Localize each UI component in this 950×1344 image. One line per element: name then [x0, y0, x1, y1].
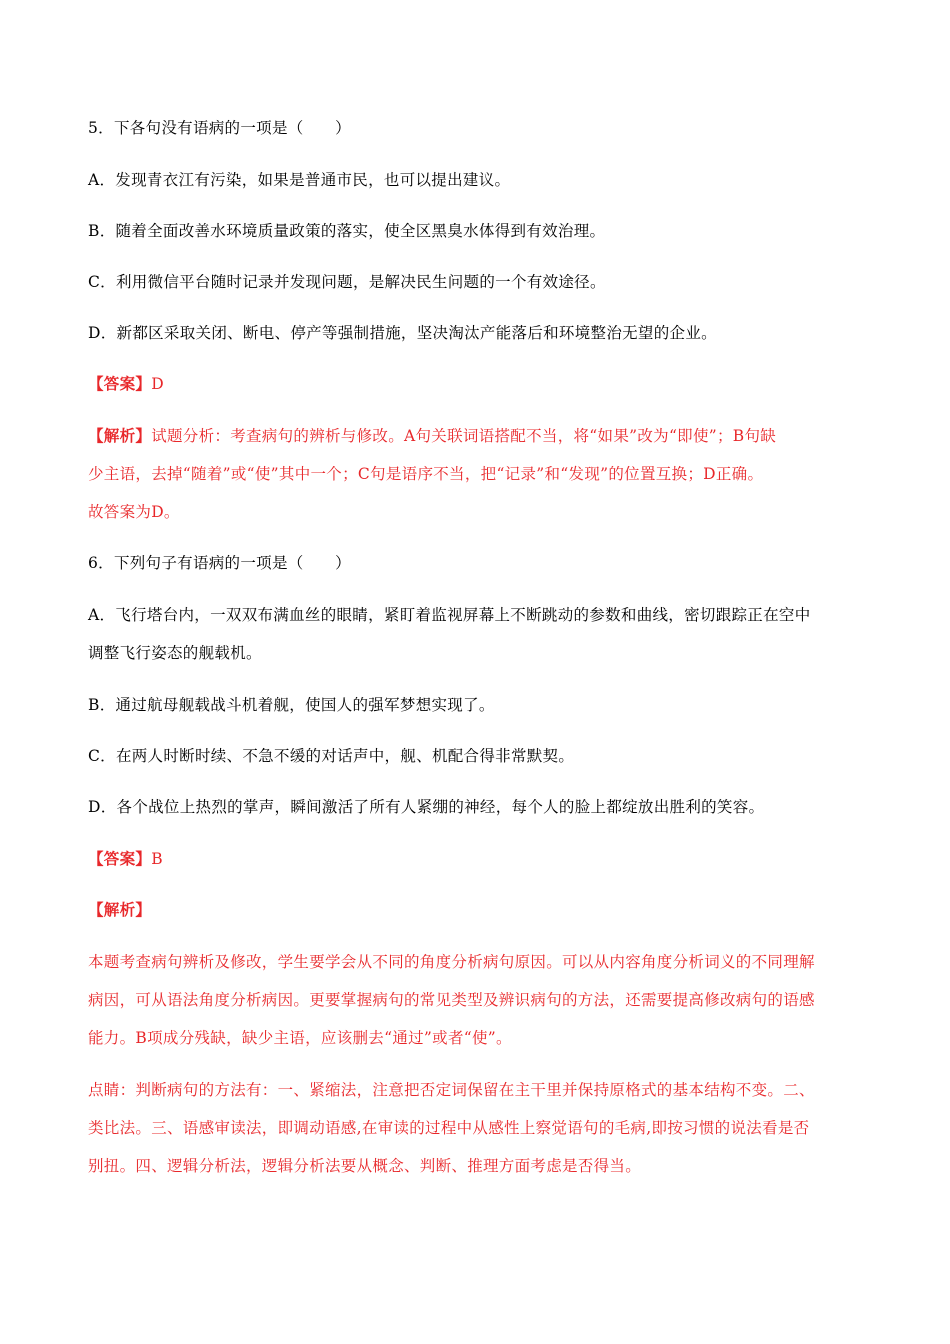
answer-label: 【答案】	[88, 849, 152, 868]
question-5-stem: 5．下各句没有语病的一项是（ ）	[88, 119, 351, 137]
question-6-analysis-p1-line-2: 病因，可从语法角度分析病因。更要掌握病句的常见类型及辨识病句的方法，还需要提高修改病句的语感	[88, 991, 815, 1009]
analysis-label: 【解析】	[88, 426, 152, 445]
question-5-option-b: B．随着全面改善水环境质量政策的落实，使全区黑臭水体得到有效治理。	[88, 222, 606, 240]
question-5-answer	[88, 374, 164, 394]
question-6-analysis-p2-line-2: 类比法。三、语感审读法，即调动语感,在审读的过程中从感性上察觉语句的毛病,即按习惯的说法看是否	[88, 1119, 810, 1137]
question-6-option-c: C．在两人时断时续、不急不缓的对话声中，舰、机配合得非常默契。	[88, 747, 575, 765]
question-6-option-a-line-2: 调整飞行姿态的舰载机。	[88, 644, 262, 662]
question-5-option-a: A．发现青衣江有污染，如果是普通市民，也可以提出建议。	[88, 171, 511, 189]
question-6-option-b: B．通过航母舰载战斗机着舰，使国人的强军梦想实现了。	[88, 696, 495, 714]
question-6-analysis-p1-line-1: 本题考查病句辨析及修改，学生要学会从不同的角度分析病句原因。可以从内容角度分析词义的不同理解	[88, 953, 815, 971]
analysis-text: 试题分析：考查病句的辨析与修改。A句关联词语搭配不当，将“如果”改为“即使”；B句缺	[151, 427, 777, 445]
question-6-option-a-line-1: A．飞行塔台内，一双双布满血丝的眼睛，紧盯着监视屏幕上不断跳动的参数和曲线，密切跟踪正在空中	[88, 606, 811, 624]
question-5-analysis-line-2: 少主语，去掉“随着”或“使”其中一个；C句是语序不当，把“记录”和“发现”的位置互换；D正确。	[88, 465, 764, 483]
question-6-stem: 6．下列句子有语病的一项是（ ）	[88, 554, 351, 572]
question-5-option-c: C．利用微信平台随时记录并发现问题，是解决民生问题的一个有效途径。	[88, 273, 606, 291]
answer-value: B	[151, 850, 163, 868]
question-6-option-d: D．各个战位上热烈的掌声，瞬间激活了所有人紧绷的神经，每个人的脸上都绽放出胜利的笑容。	[88, 798, 765, 816]
question-5-analysis-line-3: 故答案为D。	[88, 503, 180, 521]
question-5-analysis-line-1	[88, 426, 776, 446]
answer-value: D	[151, 375, 164, 393]
question-6-analysis-p1-line-3: 能力。B项成分残缺，缺少主语，应该删去“通过”或者“使”。	[88, 1029, 512, 1047]
question-6-answer	[88, 849, 163, 869]
question-6-analysis-p2-line-3: 别扭。四、逻辑分析法，逻辑分析法要从概念、判断、推理方面考虑是否得当。	[88, 1157, 642, 1175]
question-5-option-d: D．新都区采取关闭、断电、停产等强制措施，坚决淘汰产能落后和环境整治无望的企业。	[88, 324, 717, 342]
question-6-analysis-p2-line-1: 点睛：判断病句的方法有：一、紧缩法，注意把否定词保留在主干里并保持原格式的基本结构不变。二、	[88, 1081, 815, 1099]
answer-label: 【答案】	[88, 374, 152, 393]
question-6-analysis-label: 【解析】	[88, 900, 152, 919]
